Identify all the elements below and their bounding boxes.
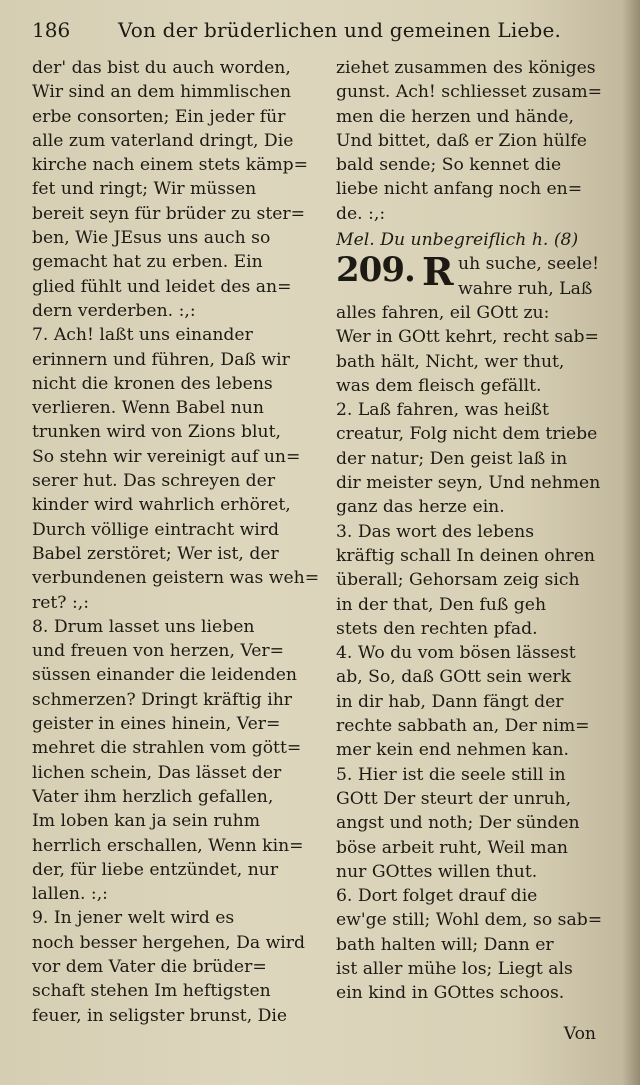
text-line: geister in eines hinein, Ver= [32, 714, 281, 735]
text-line: süssen einander die leidenden [32, 665, 297, 686]
text-line: serer hut. Das schreyen der [32, 471, 276, 492]
text-line: nicht die kronen des lebens [32, 373, 273, 394]
text-line: 9. In jener welt wird es [32, 908, 235, 929]
text-line: rechte sabbath an, Der nim= [336, 716, 590, 737]
hymn-first-line: uh suche, seele! [458, 254, 600, 275]
text-line: ret? :,: [32, 592, 90, 613]
text-line: bald sende; So kennet die [336, 155, 562, 176]
running-title: Von der brüderlichen und gemeinen Liebe. [118, 18, 562, 42]
hymn-initial: R [422, 249, 454, 295]
text-line: So stehn wir vereinigt auf un= [32, 446, 301, 467]
text-line: schmerzen? Dringt kräftig ihr [32, 689, 293, 710]
text-line: bereit seyn für brüder zu ster= [32, 203, 306, 224]
text-line: Babel zerstöret; Wer ist, der [32, 543, 279, 564]
text-line: 2. Laß fahren, was heißt [336, 400, 549, 421]
text-line: vor dem Vater die brüder= [32, 956, 267, 977]
text-line: erinnern und führen, Daß wir [32, 349, 290, 370]
text-line: 8. Drum lasset uns lieben [32, 616, 255, 637]
text-line: men die herzen und hände, [336, 106, 574, 127]
text-line: Im loben kan ja sein ruhm [32, 811, 261, 832]
right-column-body [336, 301, 628, 1006]
text-line: der natur; Den geist laß in [336, 448, 568, 469]
text-line: lallen. :,: [32, 884, 108, 905]
text-line: dir meister seyn, Und nehmen [336, 473, 601, 494]
catchword: Von [563, 1024, 596, 1044]
text-line: feuer, in seligster brunst, Die [32, 1005, 288, 1026]
text-line: 6. Dort folget drauf die [336, 886, 538, 907]
text-line: ben, Wie JEsus uns auch so [32, 228, 271, 249]
text-line: Wer in GOtt kehrt, recht sab= [336, 327, 599, 348]
hymn-number: 209. [336, 250, 415, 291]
text-line: ew'ge still; Wohl dem, so sab= [336, 910, 603, 931]
text-line: lichen schein, Das lässet der [32, 762, 282, 783]
melody-line: Mel. Du unbegreiflich h. (8) [336, 230, 579, 251]
text-line: creatur, Folg nicht dem triebe [336, 424, 598, 445]
text-line: ist aller mühe los; Liegt als [336, 958, 573, 979]
page-header [32, 14, 622, 48]
hymn-second-line: wahre ruh, Laß [458, 278, 593, 299]
text-line: stets den rechten pfad. [336, 618, 538, 639]
right-column [336, 56, 628, 1006]
text-line: der, für liebe entzündet, nur [32, 859, 279, 880]
text-line: glied fühlt und leidet des an= [32, 276, 292, 297]
text-line: 5. Hier ist die seele still in [336, 764, 566, 785]
text-line: in dir hab, Dann fängt der [336, 691, 564, 712]
text-line: ab, So, daß GOtt sein werk [336, 667, 572, 688]
text-line: Und bittet, daß er Zion hülfe [336, 130, 587, 151]
text-line: liebe nicht anfang noch en= [336, 179, 583, 200]
text-line: überall; Gehorsam zeig sich [336, 570, 580, 591]
text-line: böse arbeit ruht, Weil man [336, 837, 569, 858]
text-line: ein kind in GOttes schoos. [336, 983, 565, 1004]
text-line: verbundenen geistern was weh= [32, 568, 320, 589]
text-line: alles fahren, eil GOtt zu: [336, 302, 550, 323]
text-line: 7. Ach! laßt uns einander [32, 325, 253, 346]
text-line: bath halten will; Dann er [336, 934, 554, 955]
text-line: nur GOttes willen thut. [336, 861, 538, 882]
page-number: 186 [32, 18, 71, 42]
left-column [32, 56, 325, 1028]
text-line: der' das bist du auch worden, [32, 58, 291, 78]
text-line: kinder wird wahrlich erhöret, [32, 495, 291, 516]
text-line: alle zum vaterland dringt, Die [32, 130, 294, 151]
text-line: ganz das herze ein. [336, 497, 505, 518]
text-line: gemacht hat zu erben. Ein [32, 252, 263, 273]
text-line: ziehet zusammen des königes [336, 58, 596, 78]
hymn-heading [336, 249, 628, 301]
text-line: trunken wird von Zions blut, [32, 422, 281, 443]
text-line: bath hält, Nicht, wer thut, [336, 351, 565, 372]
text-line: 4. Wo du vom bösen lässest [336, 643, 576, 664]
text-line: schaft stehen Im heftigsten [32, 981, 271, 1002]
text-line: kräftig schall In deinen ohren [336, 545, 595, 566]
text-line: Wir sind an dem himmlischen [32, 82, 292, 103]
text-line: Durch völlige eintracht wird [32, 519, 280, 540]
text-line: erbe consorten; Ein jeder für [32, 106, 286, 127]
text-line: mer kein end nehmen kan. [336, 740, 569, 761]
text-line: dern verderben. :,: [32, 300, 196, 321]
text-line: 3. Das wort des lebens [336, 521, 535, 542]
text-line: de. :,: [336, 203, 386, 224]
text-line: kirche nach einem stets kämp= [32, 155, 309, 176]
text-line: angst und noth; Der sünden [336, 813, 580, 834]
text-line: fet und ringt; Wir müssen [32, 179, 257, 200]
right-column-top [336, 56, 628, 226]
text-line: was dem fleisch gefällt. [336, 375, 542, 396]
text-line: mehret die strahlen vom gött= [32, 738, 302, 759]
text-line: verlieren. Wenn Babel nun [32, 398, 264, 419]
text-line: Vater ihm herzlich gefallen, [32, 786, 274, 807]
text-line: gunst. Ach! schliesset zusam= [336, 82, 603, 103]
text-line: herrlich erschallen, Wenn kin= [32, 835, 304, 856]
text-line: noch besser hergehen, Da wird [32, 932, 306, 953]
text-line: GOtt Der steurt der unruh, [336, 788, 572, 809]
text-line: und freuen von herzen, Ver= [32, 641, 285, 662]
text-line: in der that, Den fuß geh [336, 594, 547, 615]
